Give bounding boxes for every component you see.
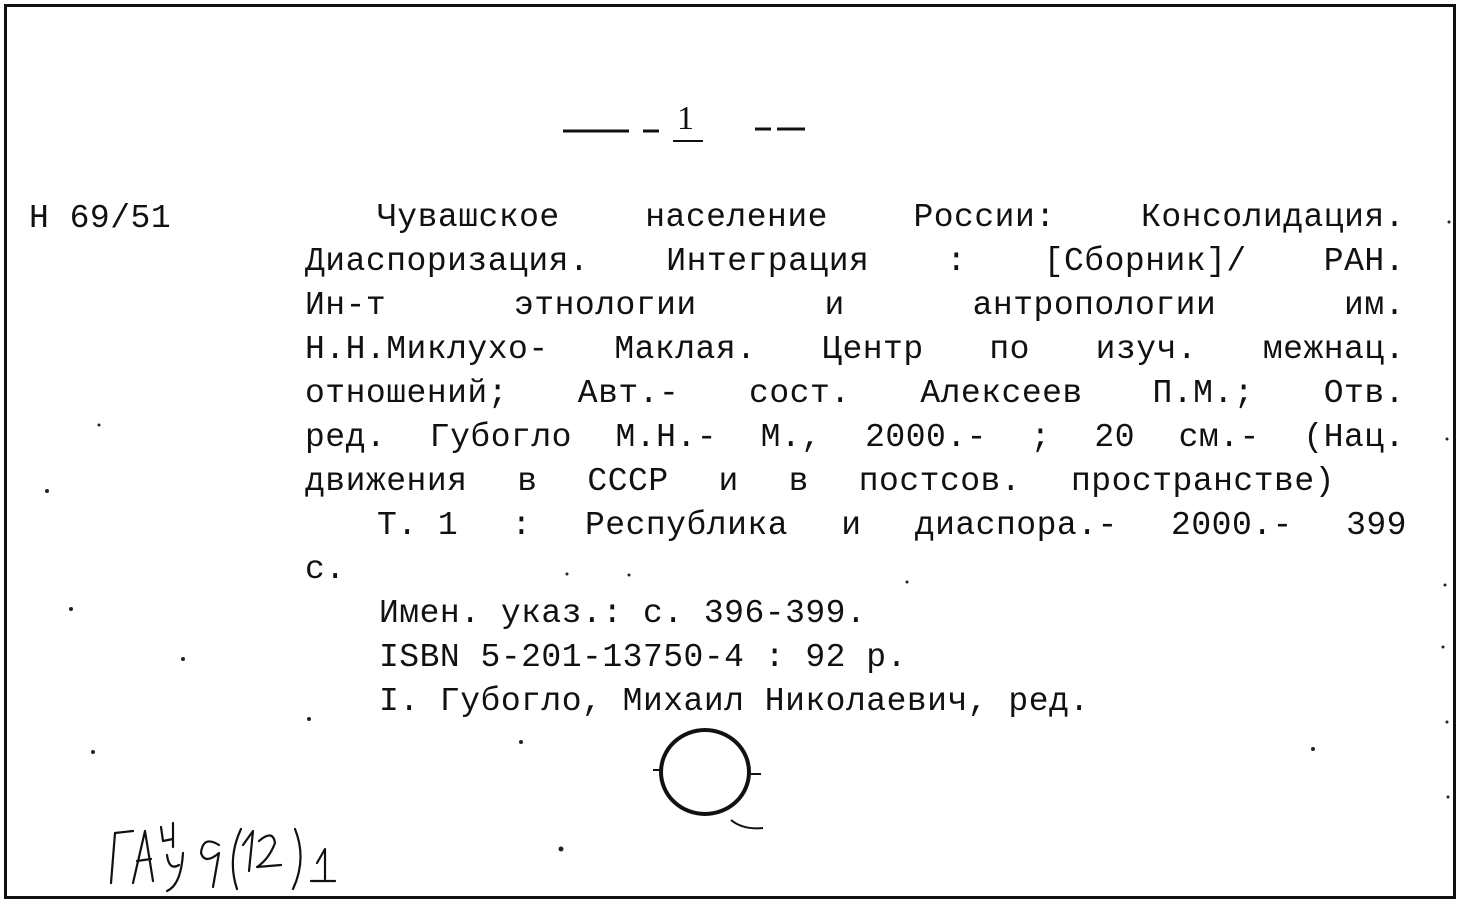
word: и [841,507,862,544]
word: Чувашское [377,199,560,236]
word: (Нац. [1303,419,1405,456]
entry-line-7 [305,463,1335,505]
word: и [824,287,845,324]
word: Отв. [1323,375,1405,412]
call-number: Н 69/51 [29,200,172,237]
word: России: [913,199,1056,236]
page-number-mark [559,87,819,157]
word: по [989,331,1030,368]
volume-line [377,507,1407,549]
entry-line-6 [305,419,1405,461]
word: Консолидация. [1141,199,1405,236]
word: ред. [305,419,387,456]
entry-line-2 [305,243,1405,285]
word: см.- [1178,419,1260,456]
word: Н.Н.Миклухо- [305,331,549,368]
word: Маклая. [614,331,757,368]
word: отношений; [305,375,509,412]
word: антропологии [972,287,1217,324]
word: Республика [584,507,789,544]
index-note [379,595,1465,637]
word: пространстве) [1071,463,1335,500]
volume-pages-cont [305,551,1405,593]
page-number-digit: 1 [677,100,694,137]
isbn-line [379,639,1465,681]
word: Авт.- [577,375,680,412]
entry-line-5 [305,375,1405,417]
word: : [946,243,967,280]
word: Алексеев [920,375,1083,412]
word: межнац. [1262,331,1405,368]
word: в [788,463,809,500]
word: 2000.- [865,419,987,456]
entry-line-3 [305,287,1405,329]
index-note-text: Имен. указ.: с. 396-399. [379,595,867,632]
word: Ин-т [305,287,387,324]
word: 20 [1094,419,1136,456]
word: [Сборник]/ [1043,243,1247,280]
word: им. [1344,287,1405,324]
word: население [645,199,828,236]
word: Центр [822,331,924,368]
word: Интеграция [666,243,870,280]
added-entry [379,683,1465,725]
word: М.Н.- [615,419,718,456]
entry-line-1 [377,199,1405,241]
catalog-card [4,4,1456,899]
word: диаспора.- [914,507,1118,544]
added-entry-text: I. Губогло, Михаил Николаевич, ред. [379,683,1090,720]
word: Т. 1 [377,507,459,544]
entry-line-4 [305,331,1405,373]
word: сост. [749,375,851,412]
handwritten-shelfmark [103,815,383,895]
isbn-text: ISBN 5-201-13750-4 : 92 р. [379,639,907,676]
word: ; [1030,419,1051,456]
word: постсов. [858,463,1022,500]
word: Диаспоризация. [305,243,590,280]
word: М., [760,419,822,456]
word: этнологии [514,287,697,324]
word: : [511,507,532,544]
word: в [517,463,538,500]
word: РАН. [1323,243,1405,280]
word: П.М.; [1152,375,1255,412]
word: изуч. [1095,331,1198,368]
word: движения [305,463,468,500]
word: 2000.- [1171,507,1293,544]
punch-hole-circle-icon [647,722,787,842]
word: с. [305,551,346,588]
word: Губогло [429,419,572,456]
word: и [718,463,739,500]
word: СССР [587,463,669,500]
word: 399 [1346,507,1407,544]
